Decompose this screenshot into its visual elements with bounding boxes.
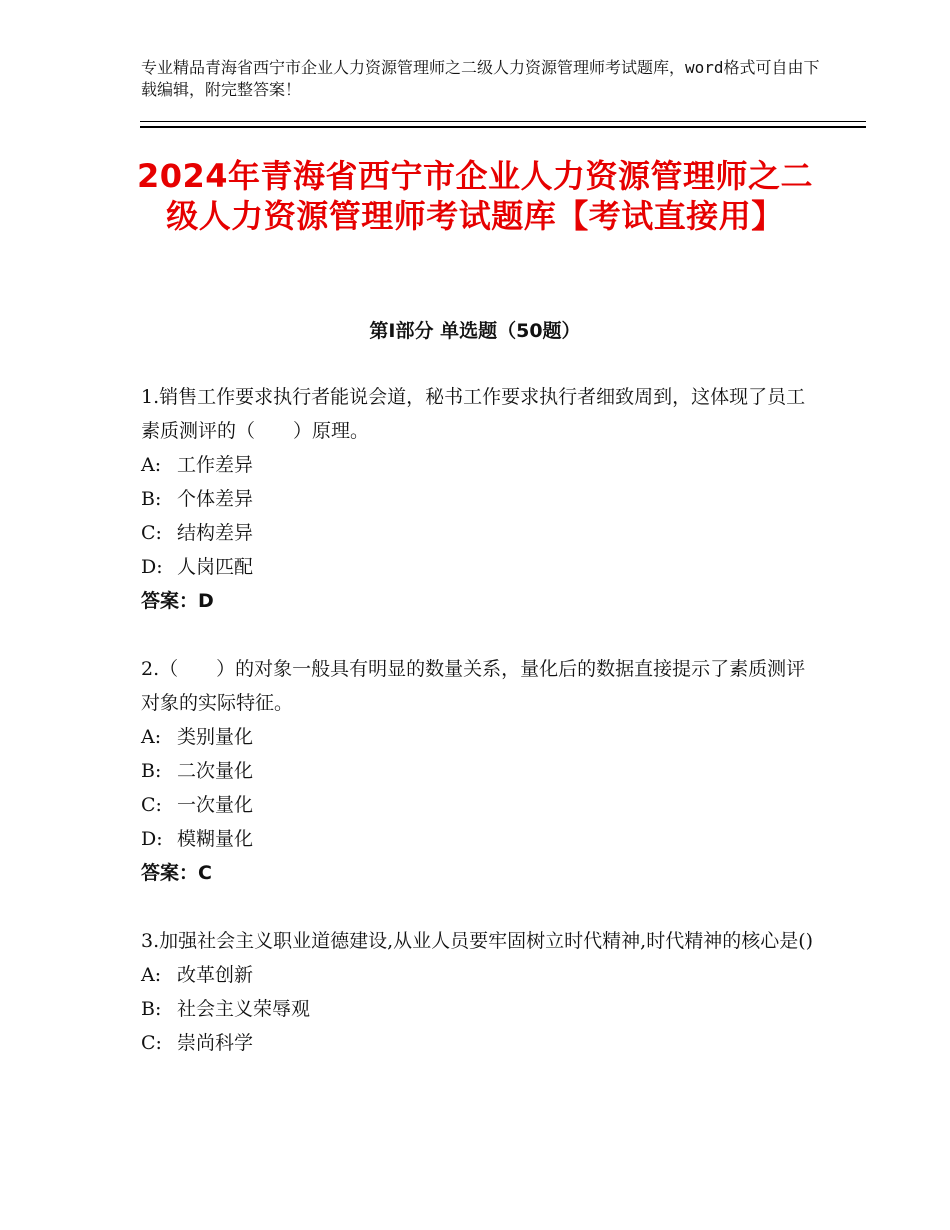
answer-label: 答案：: [141, 862, 199, 884]
question-stem: 2.（ ）的对象一般具有明显的数量关系，量化后的数据直接提示了素质测评对象的实际特征。: [141, 658, 806, 714]
option-letter: B:: [141, 488, 162, 510]
option-text: 崇尚科学: [177, 1032, 254, 1054]
option-b: [141, 482, 821, 516]
option-c: [141, 1026, 821, 1060]
option-text: 社会主义荣辱观: [177, 998, 311, 1020]
option-letter: A:: [141, 454, 162, 476]
question-stem: 3.加强社会主义职业道德建设,从业人员要牢固树立时代精神,时代精神的核心是(): [141, 930, 814, 952]
question-1: [141, 380, 821, 618]
option-c: [141, 516, 821, 550]
option-letter: C:: [141, 1032, 162, 1054]
section-title: 第Ⅰ部分 单选题（50题）: [369, 320, 581, 342]
option-text: 改革创新: [177, 964, 254, 986]
option-text: 人岗匹配: [177, 556, 254, 578]
option-letter: A:: [141, 964, 162, 986]
answer-value: C: [198, 862, 212, 884]
option-c: [141, 788, 821, 822]
option-a: [141, 448, 821, 482]
option-a: [141, 720, 821, 754]
option-letter: C:: [141, 794, 162, 816]
option-text: 工作差异: [177, 454, 254, 476]
header-note: 专业精品青海省西宁市企业人力资源管理师之二级人力资源管理师考试题库，word格式可自由下载编辑，附完整答案！: [141, 58, 820, 99]
answer-value: D: [198, 590, 214, 612]
option-b: [141, 754, 821, 788]
option-text: 结构差异: [177, 522, 254, 544]
option-letter: D:: [141, 556, 163, 578]
option-b: [141, 992, 821, 1026]
answer-label: 答案：: [141, 590, 199, 612]
answer-line: [141, 584, 821, 618]
document-title: 2024年青海省西宁市企业人力资源管理师之二级人力资源管理师考试题库【考试直接用】: [136, 157, 814, 235]
option-letter: D:: [141, 828, 163, 850]
option-d: [141, 822, 821, 856]
option-text: 二次量化: [177, 760, 254, 782]
option-letter: A:: [141, 726, 162, 748]
option-letter: B:: [141, 760, 162, 782]
header-divider: [140, 121, 866, 128]
answer-line: [141, 856, 821, 890]
option-a: [141, 958, 821, 992]
option-letter: C:: [141, 522, 162, 544]
option-text: 个体差异: [177, 488, 254, 510]
option-text: 类别量化: [177, 726, 254, 748]
question-2: [141, 652, 821, 890]
question-3: [141, 924, 821, 1060]
option-text: 模糊量化: [177, 828, 254, 850]
option-letter: B:: [141, 998, 162, 1020]
question-list: [141, 380, 821, 1094]
option-d: [141, 550, 821, 584]
option-text: 一次量化: [177, 794, 254, 816]
question-stem: 1.销售工作要求执行者能说会道，秘书工作要求执行者细致周到，这体现了员工素质测评的（ ）原理。: [141, 386, 806, 442]
